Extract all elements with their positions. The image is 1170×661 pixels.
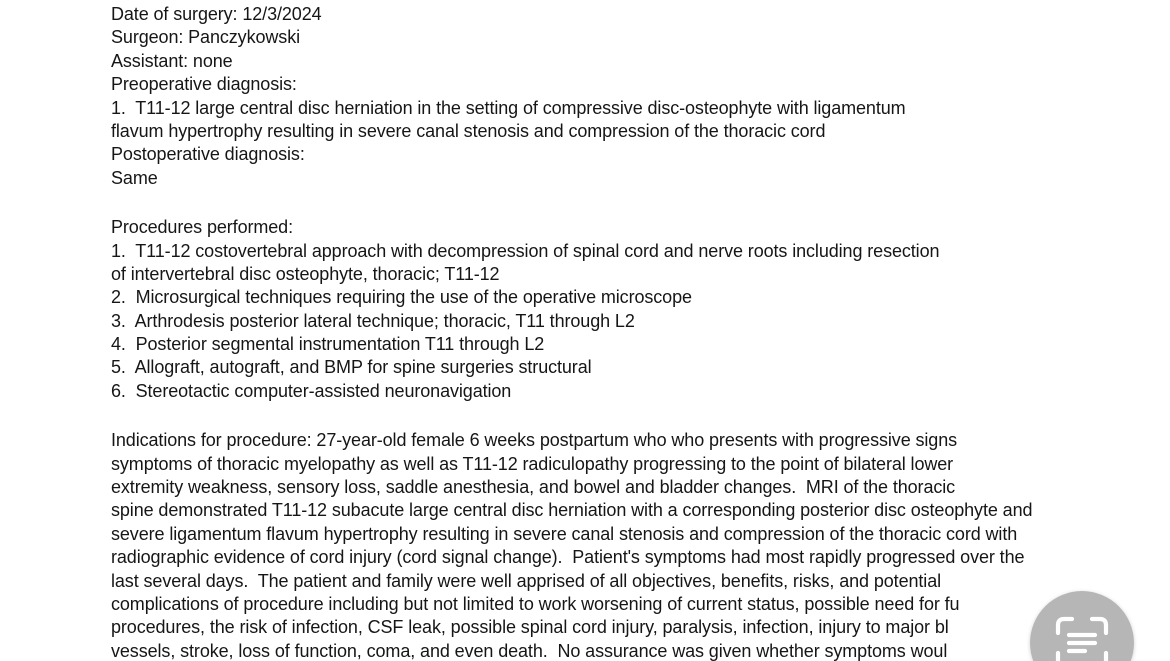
postoperative-diagnosis-value: Same <box>111 167 158 188</box>
preoperative-diagnosis-line-2: flavum hypertrophy resulting in severe canal stenosis and compression of the thoracic cord <box>111 120 826 141</box>
procedure-line: of intervertebral disc osteophyte, thoracic; T11-12 <box>111 263 500 284</box>
procedure-line: 5. Allograft, autograft, and BMP for spine surgeries structural <box>111 357 592 378</box>
header-section <box>111 3 1151 190</box>
procedures-heading: Procedures performed: <box>111 217 293 238</box>
paragraph-gap <box>111 190 1151 216</box>
indications-line: vessels, stroke, loss of function, coma, and even death. No assurance was given whether symptoms woul <box>111 640 948 661</box>
preoperative-diagnosis-line-1: 1. T11-12 large central disc herniation in the setting of compressive disc-osteophyte with ligamentum <box>111 97 906 118</box>
paragraph-gap <box>111 403 1151 429</box>
indications-line: complications of procedure including but not limited to work worsening of current status, possible need for fu <box>111 593 960 614</box>
procedure-line: 2. Microsurgical techniques requiring the use of the operative microscope <box>111 287 692 308</box>
indications-line: procedures, the risk of infection, CSF leak, possible spinal cord injury, paralysis, infection, injury to major bl <box>111 617 949 638</box>
procedure-line: 3. Arthrodesis posterior lateral technique; thoracic, T11 through L2 <box>111 310 635 331</box>
procedure-line: 6. Stereotactic computer-assisted neuronavigation <box>111 380 512 401</box>
live-text-scan-icon <box>1052 613 1112 661</box>
date-of-surgery-line: Date of surgery: 12/3/2024 <box>111 4 322 24</box>
indications-line: spine demonstrated T11-12 subacute large central disc herniation with a corresponding posterior disc osteophyte and <box>111 500 1033 521</box>
indications-line: symptoms of thoracic myelopathy as well as T11-12 radiculopathy progressing to the point of bilateral lower <box>111 453 954 474</box>
postoperative-diagnosis-heading: Postoperative diagnosis: <box>111 144 305 165</box>
indications-line: extremity weakness, sensory loss, saddle anesthesia, and bowel and bladder changes. MRI of the thoracic <box>111 477 956 498</box>
assistant-line: Assistant: none <box>111 50 233 71</box>
preoperative-diagnosis-heading: Preoperative diagnosis: <box>111 74 297 95</box>
procedure-line: 4. Posterior segmental instrumentation T11 through L2 <box>111 334 545 355</box>
procedures-section <box>111 216 1151 403</box>
indications-line: last several days. The patient and family were well apprised of all objectives, benefits, risks, and potential <box>111 570 942 591</box>
indications-line: radiographic evidence of cord injury (cord signal change). Patient's symptoms had most rapidly progressed over the <box>111 547 1025 568</box>
indications-section <box>111 429 1151 661</box>
indications-line: severe ligamentum flavum hypertrophy resulting in severe canal stenosis and compression of the thoracic cord with <box>111 523 1018 544</box>
procedure-line: 1. T11-12 costovertebral approach with decompression of spinal cord and nerve roots including resection <box>111 240 940 261</box>
surgeon-line: Surgeon: Panczykowski <box>111 27 300 48</box>
indications-line: Indications for procedure: 27-year-old female 6 weeks postpartum who who presents with progressive signs <box>111 430 958 451</box>
surgical-note-document <box>111 3 1151 661</box>
